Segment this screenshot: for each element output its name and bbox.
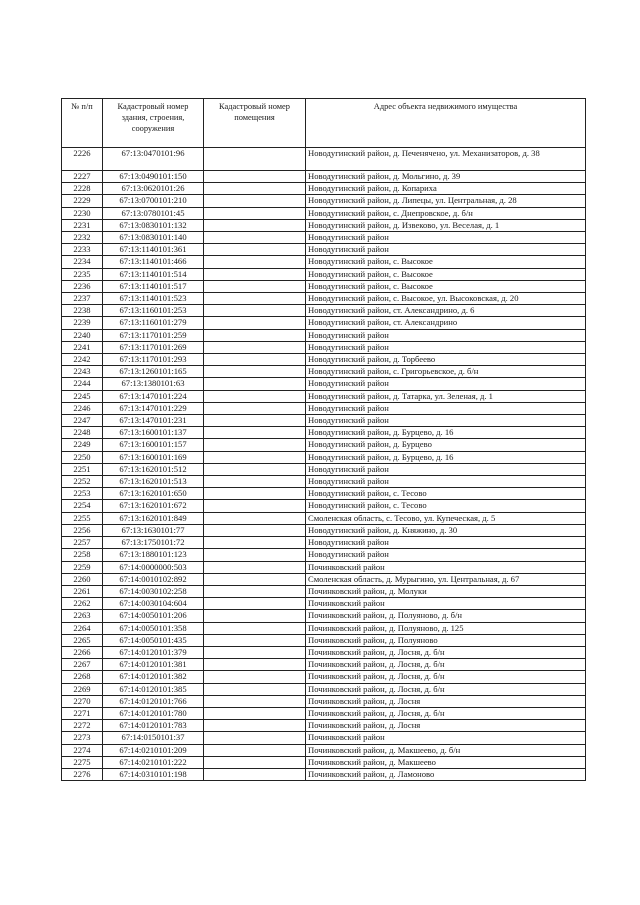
object-address: Починковский район, д. Макшеево <box>306 756 586 768</box>
building-cadastral-number: 67:13:1620101:650 <box>103 488 204 500</box>
building-cadastral-number: 67:13:0780101:45 <box>103 207 204 219</box>
table-row <box>62 549 586 561</box>
object-address: Новодугинский район, с. Григорьевское, д. б/н <box>306 366 586 378</box>
table-row <box>62 354 586 366</box>
room-cadastral-number <box>204 390 306 402</box>
object-address: Новодугинский район, д. Княжино, д. 30 <box>306 524 586 536</box>
row-number: 2268 <box>62 671 103 683</box>
building-cadastral-number: 67:14:0120101:379 <box>103 646 204 658</box>
building-cadastral-number: 67:14:0120101:766 <box>103 695 204 707</box>
building-cadastral-number: 67:13:1620101:512 <box>103 463 204 475</box>
header-row <box>62 99 586 148</box>
object-address: Новодугинский район <box>306 232 586 244</box>
building-cadastral-number: 67:13:1880101:123 <box>103 549 204 561</box>
object-address: Новодугинский район, д. Бурцево <box>306 439 586 451</box>
room-cadastral-number <box>204 671 306 683</box>
object-address: Новодугинский район <box>306 476 586 488</box>
row-number: 2257 <box>62 537 103 549</box>
room-cadastral-number <box>204 341 306 353</box>
table-row <box>62 695 586 707</box>
building-cadastral-number: 67:14:0010102:892 <box>103 573 204 585</box>
object-address: Новодугинский район, ст. Александрино <box>306 317 586 329</box>
row-number: 2260 <box>62 573 103 585</box>
table-row <box>62 329 586 341</box>
table-row <box>62 280 586 292</box>
row-number: 2236 <box>62 280 103 292</box>
building-cadastral-number: 67:13:1750101:72 <box>103 537 204 549</box>
building-cadastral-number: 67:14:0120101:783 <box>103 720 204 732</box>
header-address: Адрес объекта недвижимого имущества <box>306 99 586 148</box>
object-address: Новодугинский район <box>306 537 586 549</box>
row-number: 2272 <box>62 720 103 732</box>
header-room-cadastral: Кадастровый номер помещения <box>204 99 306 148</box>
table-row <box>62 756 586 768</box>
object-address: Починковский район, д. Полуяново, д. б/н <box>306 610 586 622</box>
object-address: Новодугинский район, д. Торбеево <box>306 354 586 366</box>
object-address: Новодугинский район, д. Печенячено, ул. Механизаторов, д. 38 <box>306 148 586 171</box>
row-number: 2227 <box>62 171 103 183</box>
building-cadastral-number: 67:13:1140101:517 <box>103 280 204 292</box>
object-address: Новодугинский район, ст. Александрино, д. 6 <box>306 305 586 317</box>
object-address: Починковский район, д. Макшеево, д. б/н <box>306 744 586 756</box>
building-cadastral-number: 67:13:0470101:96 <box>103 148 204 171</box>
building-cadastral-number: 67:13:0830101:140 <box>103 232 204 244</box>
table-row <box>62 634 586 646</box>
object-address: Новодугинский район, д. Липецы, ул. Центральная, д. 28 <box>306 195 586 207</box>
row-number: 2248 <box>62 427 103 439</box>
table-row <box>62 171 586 183</box>
building-cadastral-number: 67:14:0210101:209 <box>103 744 204 756</box>
object-address: Починковский район, д. Молуки <box>306 585 586 597</box>
table-row <box>62 561 586 573</box>
room-cadastral-number <box>204 537 306 549</box>
row-number: 2243 <box>62 366 103 378</box>
building-cadastral-number: 67:14:0120101:381 <box>103 659 204 671</box>
room-cadastral-number <box>204 646 306 658</box>
room-cadastral-number <box>204 524 306 536</box>
room-cadastral-number <box>204 659 306 671</box>
room-cadastral-number <box>204 768 306 780</box>
table-row <box>62 219 586 231</box>
property-table <box>61 98 586 781</box>
table-row <box>62 463 586 475</box>
building-cadastral-number: 67:13:1170101:269 <box>103 341 204 353</box>
room-cadastral-number <box>204 744 306 756</box>
table-row <box>62 305 586 317</box>
table-row <box>62 183 586 195</box>
building-cadastral-number: 67:13:1140101:523 <box>103 293 204 305</box>
row-number: 2261 <box>62 585 103 597</box>
building-cadastral-number: 67:13:1470101:229 <box>103 402 204 414</box>
table-row <box>62 476 586 488</box>
row-number: 2254 <box>62 500 103 512</box>
object-address: Новодугинский район, с. Днепровское, д. б/н <box>306 207 586 219</box>
table-row <box>62 341 586 353</box>
building-cadastral-number: 67:13:0700101:210 <box>103 195 204 207</box>
object-address: Новодугинский район <box>306 341 586 353</box>
table-row <box>62 537 586 549</box>
object-address: Новодугинский район, д. Извеково, ул. Веселая, д. 1 <box>306 219 586 231</box>
row-number: 2253 <box>62 488 103 500</box>
row-number: 2239 <box>62 317 103 329</box>
table-row <box>62 415 586 427</box>
room-cadastral-number <box>204 439 306 451</box>
object-address: Новодугинский район <box>306 244 586 256</box>
room-cadastral-number <box>204 378 306 390</box>
object-address: Починковский район, д. Лосня, д. б/н <box>306 659 586 671</box>
table-row <box>62 732 586 744</box>
row-number: 2264 <box>62 622 103 634</box>
object-address: Новодугинский район, д. Бурцево, д. 16 <box>306 451 586 463</box>
row-number: 2228 <box>62 183 103 195</box>
building-cadastral-number: 67:13:1470101:224 <box>103 390 204 402</box>
table-row <box>62 195 586 207</box>
building-cadastral-number: 67:13:1140101:361 <box>103 244 204 256</box>
object-address: Новодугинский район <box>306 415 586 427</box>
room-cadastral-number <box>204 451 306 463</box>
room-cadastral-number <box>204 317 306 329</box>
object-address: Починковский район <box>306 732 586 744</box>
building-cadastral-number: 67:14:0210101:222 <box>103 756 204 768</box>
row-number: 2250 <box>62 451 103 463</box>
room-cadastral-number <box>204 427 306 439</box>
row-number: 2269 <box>62 683 103 695</box>
building-cadastral-number: 67:13:1260101:165 <box>103 366 204 378</box>
object-address: Починковский район, д. Лосня <box>306 695 586 707</box>
row-number: 2241 <box>62 341 103 353</box>
room-cadastral-number <box>204 232 306 244</box>
table-row <box>62 293 586 305</box>
building-cadastral-number: 67:13:1630101:77 <box>103 524 204 536</box>
room-cadastral-number <box>204 183 306 195</box>
building-cadastral-number: 67:14:0050101:358 <box>103 622 204 634</box>
building-cadastral-number: 67:14:0120101:780 <box>103 707 204 719</box>
object-address: Новодугинский район, с. Высокое, ул. Высоковская, д. 20 <box>306 293 586 305</box>
object-address: Новодугинский район <box>306 463 586 475</box>
row-number: 2266 <box>62 646 103 658</box>
building-cadastral-number: 67:14:0050101:435 <box>103 634 204 646</box>
row-number: 2231 <box>62 219 103 231</box>
object-address: Новодугинский район, д. Копариха <box>306 183 586 195</box>
room-cadastral-number <box>204 695 306 707</box>
row-number: 2252 <box>62 476 103 488</box>
row-number: 2273 <box>62 732 103 744</box>
room-cadastral-number <box>204 219 306 231</box>
room-cadastral-number <box>204 622 306 634</box>
row-number: 2229 <box>62 195 103 207</box>
table-row <box>62 671 586 683</box>
building-cadastral-number: 67:13:1600101:169 <box>103 451 204 463</box>
object-address: Починковский район, д. Лосня, д. б/н <box>306 707 586 719</box>
row-number: 2255 <box>62 512 103 524</box>
building-cadastral-number: 67:13:1170101:259 <box>103 329 204 341</box>
object-address: Новодугинский район, с. Тесово <box>306 500 586 512</box>
table-row <box>62 451 586 463</box>
table-row <box>62 720 586 732</box>
building-cadastral-number: 67:13:1470101:231 <box>103 415 204 427</box>
object-address: Починковский район, д. Ламоново <box>306 768 586 780</box>
building-cadastral-number: 67:13:1160101:279 <box>103 317 204 329</box>
room-cadastral-number <box>204 476 306 488</box>
building-cadastral-number: 67:14:0120101:385 <box>103 683 204 695</box>
building-cadastral-number: 67:14:0050101:206 <box>103 610 204 622</box>
object-address: Починковский район, д. Лосня <box>306 720 586 732</box>
object-address: Починковский район <box>306 598 586 610</box>
table-row <box>62 207 586 219</box>
room-cadastral-number <box>204 585 306 597</box>
object-address: Починковский район, д. Лосня, д. б/н <box>306 671 586 683</box>
row-number: 2245 <box>62 390 103 402</box>
table-row <box>62 317 586 329</box>
building-cadastral-number: 67:14:0000000:503 <box>103 561 204 573</box>
row-number: 2276 <box>62 768 103 780</box>
building-cadastral-number: 67:13:1140101:466 <box>103 256 204 268</box>
room-cadastral-number <box>204 354 306 366</box>
table-row <box>62 488 586 500</box>
room-cadastral-number <box>204 549 306 561</box>
row-number: 2262 <box>62 598 103 610</box>
row-number: 2256 <box>62 524 103 536</box>
row-number: 2226 <box>62 148 103 171</box>
table-row <box>62 659 586 671</box>
row-number: 2232 <box>62 232 103 244</box>
room-cadastral-number <box>204 305 306 317</box>
row-number: 2237 <box>62 293 103 305</box>
building-cadastral-number: 67:13:1380101:63 <box>103 378 204 390</box>
building-cadastral-number: 67:13:0620101:26 <box>103 183 204 195</box>
room-cadastral-number <box>204 402 306 414</box>
room-cadastral-number <box>204 207 306 219</box>
table-row <box>62 256 586 268</box>
object-address: Новодугинский район, с. Высокое <box>306 268 586 280</box>
row-number: 2242 <box>62 354 103 366</box>
room-cadastral-number <box>204 256 306 268</box>
building-cadastral-number: 67:13:1170101:293 <box>103 354 204 366</box>
table-row <box>62 622 586 634</box>
row-number: 2238 <box>62 305 103 317</box>
row-number: 2230 <box>62 207 103 219</box>
table-row <box>62 439 586 451</box>
object-address: Смоленская область, с. Тесово, ул. Купеческая, д. 5 <box>306 512 586 524</box>
building-cadastral-number: 67:13:1600101:157 <box>103 439 204 451</box>
table-row <box>62 585 586 597</box>
room-cadastral-number <box>204 280 306 292</box>
table-row <box>62 268 586 280</box>
building-cadastral-number: 67:13:0490101:150 <box>103 171 204 183</box>
room-cadastral-number <box>204 244 306 256</box>
header-building-cadastral: Кадастровый номер здания, строения, сооружения <box>103 99 204 148</box>
table-row <box>62 402 586 414</box>
room-cadastral-number <box>204 598 306 610</box>
row-number: 2251 <box>62 463 103 475</box>
row-number: 2240 <box>62 329 103 341</box>
row-number: 2246 <box>62 402 103 414</box>
row-number: 2258 <box>62 549 103 561</box>
building-cadastral-number: 67:13:1600101:137 <box>103 427 204 439</box>
table-row <box>62 610 586 622</box>
object-address: Новодугинский район, д. Татарка, ул. Зеленая, д. 1 <box>306 390 586 402</box>
table-row <box>62 390 586 402</box>
room-cadastral-number <box>204 463 306 475</box>
object-address: Новодугинский район, с. Тесово <box>306 488 586 500</box>
table-row <box>62 148 586 171</box>
registry-sheet <box>61 98 585 781</box>
table-row <box>62 646 586 658</box>
building-cadastral-number: 67:13:1160101:253 <box>103 305 204 317</box>
object-address: Новодугинский район <box>306 402 586 414</box>
room-cadastral-number <box>204 561 306 573</box>
room-cadastral-number <box>204 171 306 183</box>
object-address: Новодугинский район <box>306 549 586 561</box>
row-number: 2235 <box>62 268 103 280</box>
table-row <box>62 427 586 439</box>
table-row <box>62 244 586 256</box>
building-cadastral-number: 67:13:1620101:849 <box>103 512 204 524</box>
room-cadastral-number <box>204 512 306 524</box>
object-address: Починковский район, д. Лосня, д. б/н <box>306 646 586 658</box>
table-row <box>62 598 586 610</box>
row-number: 2267 <box>62 659 103 671</box>
building-cadastral-number: 67:14:0120101:382 <box>103 671 204 683</box>
room-cadastral-number <box>204 195 306 207</box>
table-row <box>62 366 586 378</box>
table-row <box>62 707 586 719</box>
object-address: Новодугинский район, с. Высокое <box>306 256 586 268</box>
room-cadastral-number <box>204 683 306 695</box>
room-cadastral-number <box>204 500 306 512</box>
building-cadastral-number: 67:14:0310101:198 <box>103 768 204 780</box>
room-cadastral-number <box>204 329 306 341</box>
row-number: 2233 <box>62 244 103 256</box>
table-row <box>62 512 586 524</box>
table-row <box>62 500 586 512</box>
row-number: 2275 <box>62 756 103 768</box>
row-number: 2270 <box>62 695 103 707</box>
room-cadastral-number <box>204 293 306 305</box>
building-cadastral-number: 67:13:1620101:513 <box>103 476 204 488</box>
room-cadastral-number <box>204 610 306 622</box>
table-row <box>62 378 586 390</box>
row-number: 2259 <box>62 561 103 573</box>
object-address: Новодугинский район <box>306 329 586 341</box>
row-number: 2244 <box>62 378 103 390</box>
building-cadastral-number: 67:14:0030104:604 <box>103 598 204 610</box>
table-row <box>62 768 586 780</box>
room-cadastral-number <box>204 488 306 500</box>
building-cadastral-number: 67:14:0150101:37 <box>103 732 204 744</box>
row-number: 2247 <box>62 415 103 427</box>
object-address: Починковский район, д. Полуяново <box>306 634 586 646</box>
room-cadastral-number <box>204 756 306 768</box>
room-cadastral-number <box>204 148 306 171</box>
table-row <box>62 683 586 695</box>
header-num: № п/п <box>62 99 103 148</box>
room-cadastral-number <box>204 634 306 646</box>
object-address: Новодугинский район <box>306 378 586 390</box>
row-number: 2265 <box>62 634 103 646</box>
room-cadastral-number <box>204 268 306 280</box>
room-cadastral-number <box>204 415 306 427</box>
building-cadastral-number: 67:13:1140101:514 <box>103 268 204 280</box>
room-cadastral-number <box>204 366 306 378</box>
table-row <box>62 524 586 536</box>
row-number: 2274 <box>62 744 103 756</box>
room-cadastral-number <box>204 573 306 585</box>
building-cadastral-number: 67:14:0030102:258 <box>103 585 204 597</box>
building-cadastral-number: 67:13:1620101:672 <box>103 500 204 512</box>
building-cadastral-number: 67:13:0830101:132 <box>103 219 204 231</box>
room-cadastral-number <box>204 732 306 744</box>
object-address: Починковский район <box>306 561 586 573</box>
object-address: Новодугинский район, д. Бурцево, д. 16 <box>306 427 586 439</box>
object-address: Смоленская область, д. Мурыгино, ул. Центральная, д. 67 <box>306 573 586 585</box>
table-row <box>62 573 586 585</box>
object-address: Починковский район, д. Полуяново, д. 125 <box>306 622 586 634</box>
room-cadastral-number <box>204 707 306 719</box>
table-row <box>62 232 586 244</box>
table-row <box>62 744 586 756</box>
room-cadastral-number <box>204 720 306 732</box>
row-number: 2234 <box>62 256 103 268</box>
table-body <box>62 148 586 781</box>
row-number: 2249 <box>62 439 103 451</box>
object-address: Починковский район, д. Лосня, д. б/н <box>306 683 586 695</box>
row-number: 2271 <box>62 707 103 719</box>
row-number: 2263 <box>62 610 103 622</box>
object-address: Новодугинский район, д. Мольгино, д. 39 <box>306 171 586 183</box>
object-address: Новодугинский район, с. Высокое <box>306 280 586 292</box>
